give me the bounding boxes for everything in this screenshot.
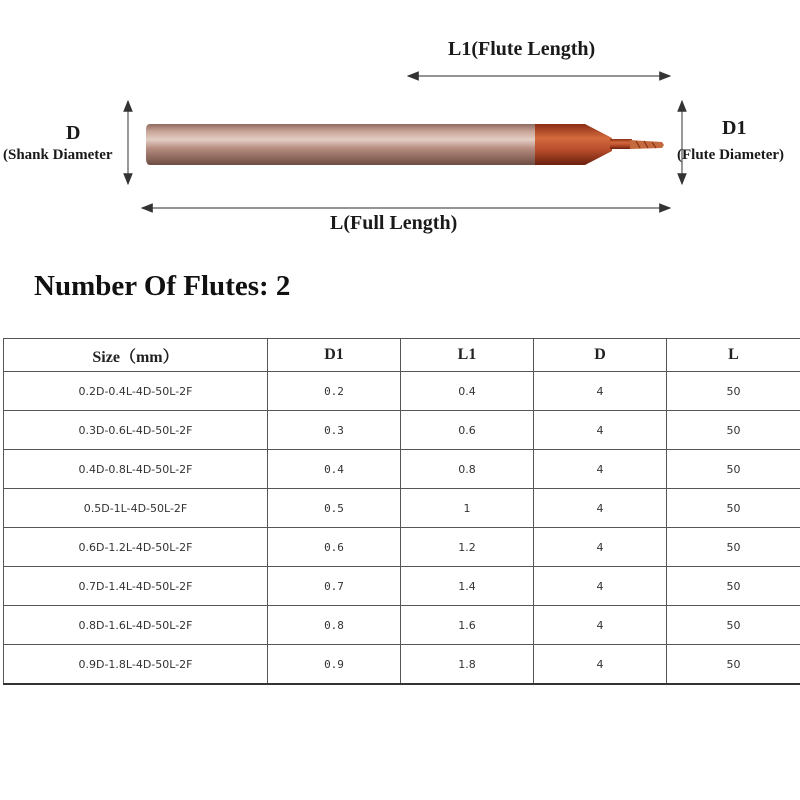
cell-l1: 1.2	[401, 528, 534, 567]
cell-l: 50	[667, 372, 800, 411]
cell-l: 50	[667, 567, 800, 606]
cell-size: 0.7D-1.4L-4D-50L-2F	[4, 567, 268, 606]
cell-l: 50	[667, 606, 800, 645]
cell-d: 4	[534, 372, 667, 411]
cell-size: 0.3D-0.6L-4D-50L-2F	[4, 411, 268, 450]
cell-l1: 1.8	[401, 645, 534, 685]
cell-l1: 0.4	[401, 372, 534, 411]
cell-d1: 0.9	[268, 645, 401, 685]
tool-neck	[610, 139, 632, 149]
cell-l: 50	[667, 645, 800, 685]
table-row	[4, 450, 800, 489]
cell-d1: 0.3	[268, 411, 401, 450]
cell-l1: 0.8	[401, 450, 534, 489]
table-row	[4, 645, 800, 685]
cell-d1: 0.4	[268, 450, 401, 489]
cell-d: 4	[534, 489, 667, 528]
cell-d1: 0.2	[268, 372, 401, 411]
tool-flute	[630, 140, 664, 149]
cell-d: 4	[534, 645, 667, 685]
cell-l1: 1.4	[401, 567, 534, 606]
flute-diameter-label: (Flute Diameter)	[677, 147, 785, 163]
header-size: Size（mm）	[4, 339, 268, 372]
cell-l: 50	[667, 528, 800, 567]
cell-d1: 0.7	[268, 567, 401, 606]
cell-d: 4	[534, 528, 667, 567]
cell-l1: 0.6	[401, 411, 534, 450]
flute-symbol: D1	[722, 117, 747, 139]
spec-table	[3, 338, 800, 685]
cell-d: 4	[534, 606, 667, 645]
full-length-label: L(Full Length)	[330, 212, 458, 234]
header-l: L	[667, 339, 800, 372]
cell-d1: 0.8	[268, 606, 401, 645]
table-row	[4, 606, 800, 645]
flutes-heading: Number Of Flutes: 2	[34, 270, 291, 302]
table-row	[4, 489, 800, 528]
table-header-row	[4, 339, 800, 372]
shank-symbol: D	[66, 122, 81, 144]
cell-size: 0.9D-1.8L-4D-50L-2F	[4, 645, 268, 685]
table-row	[4, 372, 800, 411]
cell-size: 0.2D-0.4L-4D-50L-2F	[4, 372, 268, 411]
end-mill-diagram	[0, 0, 800, 250]
flute-length-label: L1(Flute Length)	[448, 38, 596, 60]
tool-coating	[535, 124, 612, 165]
cell-size: 0.6D-1.2L-4D-50L-2F	[4, 528, 268, 567]
cell-l: 50	[667, 489, 800, 528]
cell-size: 0.8D-1.6L-4D-50L-2F	[4, 606, 268, 645]
cell-l1: 1	[401, 489, 534, 528]
cell-d1: 0.6	[268, 528, 401, 567]
cell-size: 0.4D-0.8L-4D-50L-2F	[4, 450, 268, 489]
tool-shank	[146, 124, 540, 165]
cell-d: 4	[534, 411, 667, 450]
cell-size: 0.5D-1L-4D-50L-2F	[4, 489, 268, 528]
cell-d: 4	[534, 567, 667, 606]
cell-d1: 0.5	[268, 489, 401, 528]
header-d: D	[534, 339, 667, 372]
cell-l1: 1.6	[401, 606, 534, 645]
cell-d: 4	[534, 450, 667, 489]
cell-l: 50	[667, 411, 800, 450]
shank-diameter-label: (Shank Diameter	[3, 147, 113, 163]
table-row	[4, 528, 800, 567]
cell-l: 50	[667, 450, 800, 489]
header-l1: L1	[401, 339, 534, 372]
table-row	[4, 567, 800, 606]
table-row	[4, 411, 800, 450]
header-d1: D1	[268, 339, 401, 372]
